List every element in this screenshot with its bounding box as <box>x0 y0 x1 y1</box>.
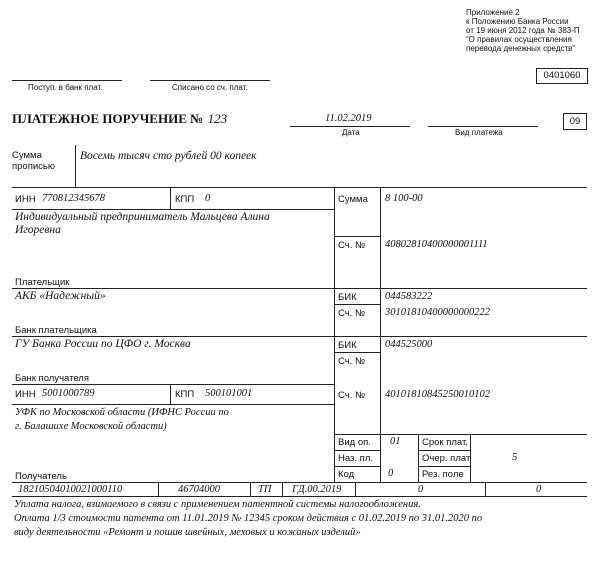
appendix-line: к Положению Банка России <box>466 17 569 26</box>
payer-name-line-2: Игоревна <box>15 224 61 236</box>
payee-name-line-1: УФК по Московской области (ИФНС России по <box>15 407 229 418</box>
payer-name-line-1: Индивидуальный предприниматель Мальцева Алина <box>15 211 270 223</box>
code-value: 0 <box>388 468 394 479</box>
appendix-note <box>466 8 580 53</box>
code-label: Код <box>338 469 355 480</box>
payer-account-label: Сч. № <box>338 240 366 251</box>
status-box: 09 <box>563 113 587 130</box>
basis: ТП <box>258 484 272 495</box>
payee-kpp: 500101001 <box>205 388 253 399</box>
order-date: 11.02.2019 <box>325 113 372 124</box>
amount-words-label <box>12 150 55 172</box>
payer-bank-name: АКБ «Надежный» <box>15 290 106 302</box>
doc-number: 0 <box>418 484 424 495</box>
payer-bank-label: Банк плательщика <box>15 325 97 336</box>
payer-label: Плательщик <box>15 277 70 288</box>
form-code: 0401060 <box>536 68 588 84</box>
payee-bank-label: Банк получателя <box>15 373 89 384</box>
amount-words-label-1: Сумма <box>12 150 42 161</box>
oktmo: 46704000 <box>178 484 220 495</box>
payer-name <box>15 211 270 237</box>
reserve-label: Рез. поле <box>422 469 464 480</box>
debited-line <box>150 80 270 81</box>
purpose-line-3: виду деятельности «Ремонт и пошив швейных, меховых и кожаных изделий» <box>14 527 361 538</box>
payer-bank-bik-label: БИК <box>338 292 357 303</box>
payee-bank-name: ГУ Банка России по ЦФО г. Москва <box>15 338 191 350</box>
page-title <box>12 110 227 128</box>
amount-words-label-2: прописью <box>12 161 55 172</box>
payee-kpp-label: КПП <box>175 389 195 400</box>
priority-value: 5 <box>512 452 518 463</box>
purpose-code-label: Наз. пл. <box>338 453 373 464</box>
payee-acc: 40101810845250010102 <box>385 389 490 400</box>
payer-bank-acc-label: Сч. № <box>338 308 366 319</box>
appendix-line: Приложение 2 <box>466 8 520 17</box>
date-label: Дата <box>342 128 360 137</box>
payer-kpp-label: КПП <box>175 194 195 205</box>
debited-label: Списано со сч. плат. <box>172 83 248 92</box>
payee-label: Получатель <box>15 471 67 482</box>
payer-bank-bik: 044583222 <box>385 291 433 302</box>
priority-label: Очер. плат. <box>422 453 472 464</box>
payee-bank-bik-label: БИК <box>338 340 357 351</box>
sum-label: Сумма <box>338 194 368 205</box>
payee-inn: 5001000789 <box>42 388 95 399</box>
term-label: Срок плат. <box>422 437 468 448</box>
purpose-line-1: Уплата налога, взимаемого в связи с применением патентной системы налогообложения. <box>14 499 421 510</box>
op-type-label: Вид оп. <box>338 437 371 448</box>
payee-bank-bik: 044525000 <box>385 339 433 350</box>
payee-bank-acc-label: Сч. № <box>338 356 366 367</box>
op-type: 01 <box>390 436 401 447</box>
doc-date: 0 <box>536 484 542 495</box>
purpose-line-2: Оплата 1/3 стоимости патента от 11.01.2019 № 12345 сроком действия с 01.02.2019 по 31.01.2020 по <box>14 513 483 524</box>
tax-period: ГД.00.2019 <box>292 484 342 495</box>
appendix-line: “О правилах осуществления <box>466 35 572 44</box>
appendix-line: перевода денежных средств” <box>466 44 576 53</box>
payment-purpose <box>14 498 482 540</box>
payer-inn: 770812345678 <box>42 193 105 204</box>
title-text: ПЛАТЕЖНОЕ ПОРУЧЕНИЕ № <box>12 111 204 126</box>
order-number: 123 <box>207 111 228 126</box>
payee-name-line-2: г. Балашихе Московской области) <box>15 421 167 432</box>
payer-account: 40802810400000001111 <box>385 239 488 250</box>
payer-kpp: 0 <box>205 193 211 204</box>
kbk: 18210504010021000110 <box>18 484 123 495</box>
payment-type-label: Вид платежа <box>455 128 503 137</box>
payer-bank-acc: 30101810400000000222 <box>385 307 490 318</box>
payer-inn-label: ИНН <box>15 194 36 205</box>
amount-words-value: Восемь тысяч сто рублей 00 копеек <box>80 150 257 162</box>
sum-value: 8 100-00 <box>385 193 423 204</box>
payee-name <box>15 406 229 434</box>
received-line <box>12 80 122 81</box>
appendix-line: от 19 июня 2012 года № 383-П <box>466 26 580 35</box>
payee-inn-label: ИНН <box>15 389 36 400</box>
payee-acc-label: Сч. № <box>338 390 366 401</box>
received-label: Поступ. в банк плат. <box>28 83 103 92</box>
